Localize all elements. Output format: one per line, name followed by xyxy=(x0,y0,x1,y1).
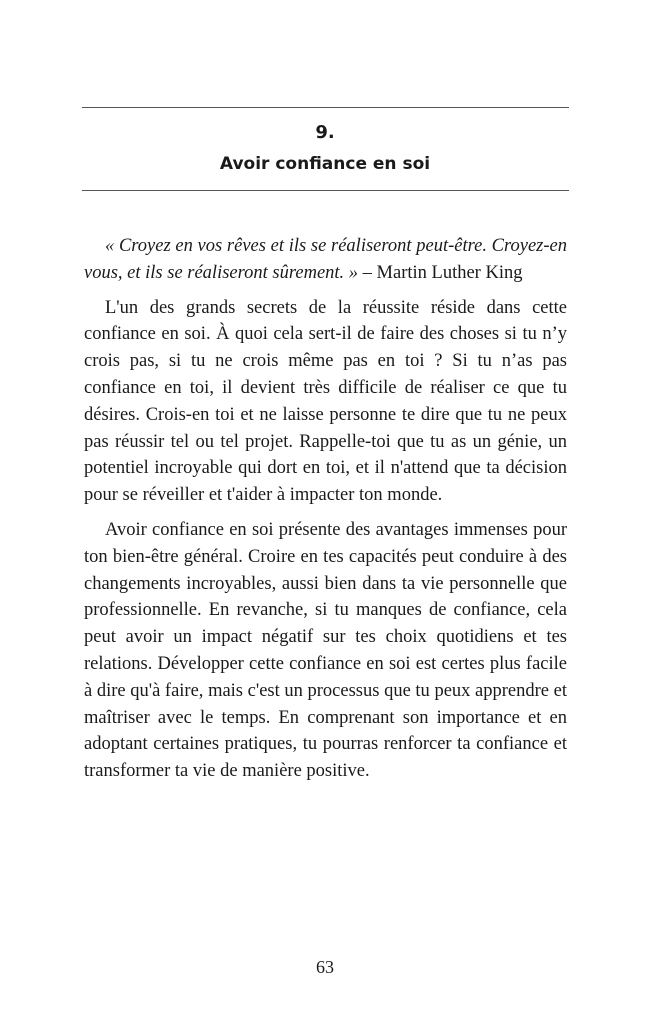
chapter-bottom-rule xyxy=(82,190,569,191)
epigraph-attribution: – Martin Luther King xyxy=(358,262,523,283)
chapter-top-rule xyxy=(82,107,569,108)
body-paragraph: Avoir confiance en soi présente des avantages immenses pour ton bien-être général. Croire en tes capacités peut conduire à des changements incroyables, aussi bien dans ta vie personnelle que professionnelle. En revanche, si tu manques de confiance, cela peut avoir un impact négatif sur tes choix quotidiens et tes relations. Développer cette confiance en soi est certes plus facile à dire qu'à faire, mais c'est un processus que tu peux apprendre et maîtriser avec le temps. En comprenant son importance et en adoptant certaines pratiques, tu pourras renforcer ta confiance et transformer ta vie de manière positive. xyxy=(84,519,567,782)
chapter-title: Avoir confiance en soi xyxy=(219,154,431,174)
chapter-number: 9. xyxy=(315,122,335,143)
body-paragraph: L'un des grands secrets de la réussite réside dans cette confiance en soi. À quoi cela sert-il de faire des choses si tu n’y crois pas, si tu ne crois même pas en toi ? Si tu n’as pas confiance en toi, il devient très difficile de réaliser ce que tu désires. Crois-en toi et ne laisse personne te dire que tu ne peux pas réussir tel ou tel projet. Rappelle-toi que tu as un génie, un potentiel incroyable qui dort en toi, et il n'attend que ta décision pour se réveiller et t'aider à impacter ton monde. xyxy=(84,297,567,506)
epigraph-quote: « Croyez en vos rêves et ils se réaliseront peut-être. Croyez-en vous, et ils se réaliseront sûrement. » xyxy=(84,236,567,283)
chapter-body xyxy=(84,233,567,793)
epigraph xyxy=(84,233,567,287)
page-number: 63 xyxy=(316,957,334,977)
